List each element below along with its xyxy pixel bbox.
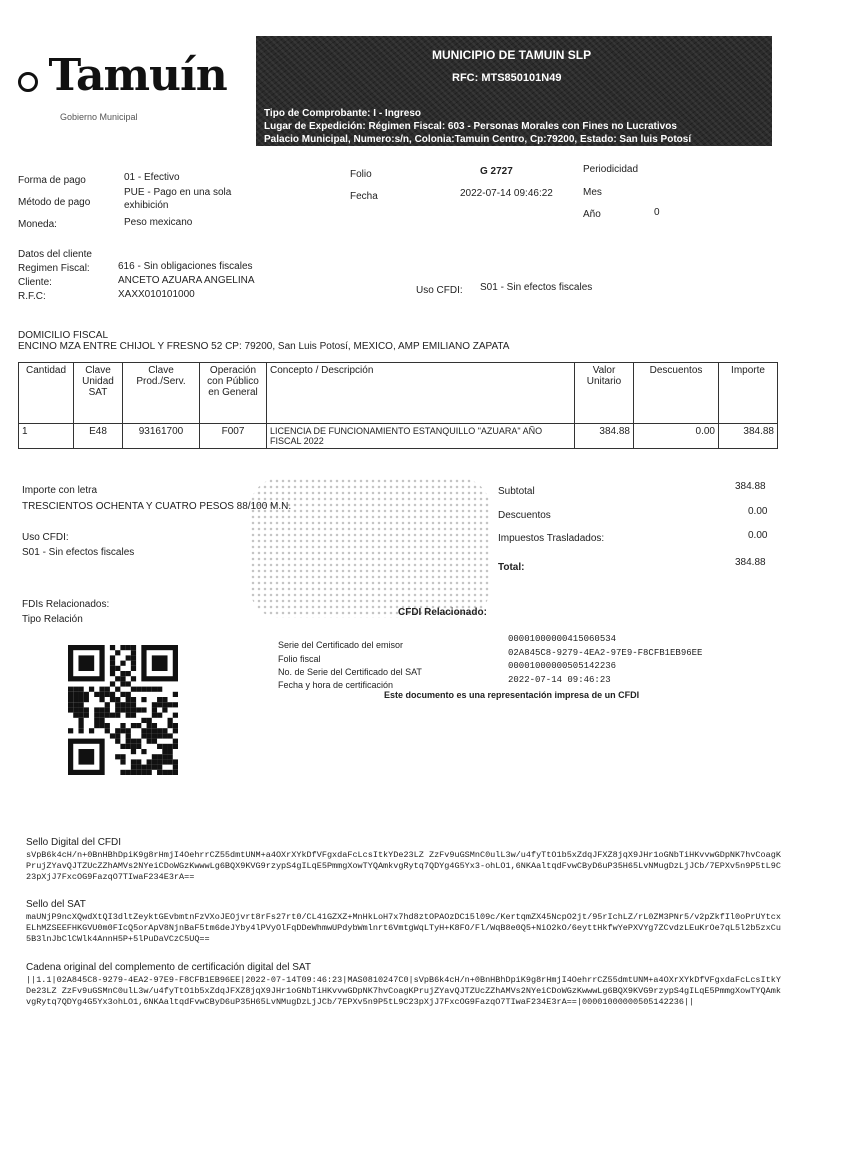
cadena-original-value: ||1.1|02A845C8-9279-4EA2-97E9-F8CFB1EB96EE|2022-07-14T09:46:23|MAS0810247C0|sVpB6k4cH/n+0BnHBhDpiK9g8rHmjI4OehrrCZ55dmtUNM+a4OXrXYkDfVFgxdaFcLcsItkYDe23LZ ZzFv9uGSMnC0ulL3w/u4fyTtO1b5xZdqJFXZ8jqX9JHr1oGNbTiHKvvwGDpNK7hvCoagKPrujZYavQJTZUcZZhAMVs2NYeiCDoWGzKwwwLg6BQX9KVG9rzypS4gILqE5PmmgXowTYQAmkvgRytq7QDYg4G5Yx3ohLO1,6NKAaltqdFvwCByD6uP35H65LvNMugDzLjJCb/7EPXv5n9P5tL9C23pXjJ7FxcOG9FazqO7TIwaF234E3rA==|00001000000505142236|| [26, 975, 781, 1007]
cell-prod: 93161700 [123, 424, 200, 449]
ano-label: Año [583, 209, 601, 220]
folio-fiscal-value: 02A845C8-9279-4EA2-97E9-F8CFB1EB96EE [508, 648, 703, 658]
cliente-value: ANCETO AZUARA ANGELINA [118, 275, 255, 286]
importe-letra-value: TRESCIENTOS OCHENTA Y CUATRO PESOS 88/100 M.N. [22, 501, 292, 512]
logo-tagline: Gobierno Municipal [60, 112, 138, 122]
cell-cantidad: 1 [19, 424, 74, 449]
totals-uso-value: S01 - Sin efectos fiscales [22, 547, 135, 558]
table-header-row [19, 363, 778, 424]
uso-cfdi-value: S01 - Sin efectos fiscales [480, 282, 593, 293]
cell-descuento: 0.00 [634, 424, 719, 449]
items-table [18, 362, 778, 449]
regimen-value: 616 - Sin obligaciones fiscales [118, 261, 253, 272]
totals-uso-label: Uso CFDI: [22, 532, 69, 543]
forma-pago-label: Forma de pago [18, 175, 86, 186]
col-operacion: Operación con Público en General [200, 363, 267, 424]
logo [18, 50, 227, 101]
domicilio-label: DOMICILIO FISCAL [18, 330, 109, 341]
cfdis-relacionados-label: FDIs Relacionados: [22, 599, 110, 610]
col-importe: Importe [719, 363, 778, 424]
table-row [19, 424, 778, 449]
logo-word: Tamuín [48, 50, 227, 101]
cell-valor: 384.88 [575, 424, 634, 449]
tipo-comprobante: Tipo de Comprobante: I - Ingreso [264, 108, 422, 119]
cfdi-note: Este documento es una representación impresa de un CFDI [384, 690, 640, 700]
official-seal-stamp [250, 478, 490, 618]
logo-circle-icon [18, 72, 38, 92]
sello-cfdi-label: Sello Digital del CFDI [26, 837, 122, 848]
metodo-pago-label: Método de pago [18, 197, 91, 208]
descuentos-value: 0.00 [748, 506, 768, 517]
issuer-rfc: RFC: MTS850101N49 [452, 72, 562, 84]
issuer-address: Palacio Municipal, Numero:s/n, Colonia:Tamuin Centro, Cp:79200, Estado: San luis Potosí [264, 134, 692, 145]
metodo-pago-value: PUE - Pago en una sola exhibición [124, 187, 232, 211]
col-clave-unidad: Clave Unidad SAT [74, 363, 123, 424]
cliente-section-label: Datos del cliente [18, 249, 92, 260]
fecha-label: Fecha [350, 191, 378, 202]
header-band [256, 36, 772, 146]
total-label: Total: [498, 562, 525, 573]
cell-importe: 384.88 [719, 424, 778, 449]
col-cantidad: Cantidad [19, 363, 74, 424]
cfdi-relacionado-label: CFDI Relacionado: [398, 607, 487, 618]
folio-fiscal-label: Folio fiscal [278, 654, 321, 664]
serie-cert-value: 00001000000415060534 [508, 634, 617, 644]
col-clave-prod: Clave Prod./Serv. [123, 363, 200, 424]
rfc-label: R.F.C: [18, 291, 46, 302]
lugar-expedicion: Lugar de Expedición: Régimen Fiscal: 603 - Personas Morales con Fines no Lucrativos [264, 121, 677, 132]
impuestos-label: Impuestos Trasladados: [498, 533, 605, 544]
mes-label: Mes [583, 187, 602, 198]
tipo-relacion-label: Tipo Relación [22, 614, 83, 625]
sello-sat-label: Sello del SAT [26, 899, 86, 910]
fecha-cert-value: 2022-07-14 09:46:23 [508, 675, 611, 685]
folio-label: Folio [350, 169, 372, 180]
fecha-cert-label: Fecha y hora de certificación [278, 680, 394, 690]
cliente-label: Cliente: [18, 277, 52, 288]
qr-code [68, 645, 178, 775]
periodicidad-label: Periodicidad [583, 164, 639, 175]
impuestos-value: 0.00 [748, 530, 768, 541]
cell-concepto: LICENCIA DE FUNCIONAMIENTO ESTANQUILLO "AZUARA" AÑO FISCAL 2022 [267, 424, 575, 449]
cadena-original-label: Cadena original del complemento de certificación digital del SAT [26, 962, 311, 973]
moneda-value: Peso mexicano [124, 217, 193, 228]
forma-pago-value: 01 - Efectivo [124, 172, 180, 183]
importe-letra-label: Importe con letra [22, 485, 98, 496]
col-descuentos: Descuentos [634, 363, 719, 424]
serie-cert-label: Serie del Certificado del emisor [278, 640, 404, 650]
col-valor-unitario: Valor Unitario [575, 363, 634, 424]
subtotal-label: Subtotal [498, 486, 535, 497]
municipality-name: MUNICIPIO DE TAMUIN SLP [432, 48, 592, 62]
uso-cfdi-label: Uso CFDI: [416, 285, 463, 296]
sello-cfdi-value: sVpB6k4cH/n+0BnHBhDpiK9g8rHmjI4OehrrCZ55dmtUNM+a4OXrXYkDfVFgxdaFcLcsItkYDe23LZ ZzFv9uGSMnC0ulL3w/u4fyTtO1b5xZdqJFXZ8jqX9JHr1oGNbTiHKvvwGDpNK7hvCoagKPrujZYavQJTZUcZZhAMVs2NYeiCDoWGzKwwwLg6BQX9KVG9rzypS4gILqE5PmmgXowTYQAmkvgRytq7QDYg4G5Yx3-ohLO1,6NKAaltqdFvwCByD6uP35H65LvNMugDzLjJCb/7EPXv5n9P5tL9C23pXjJ7FxcOG9FazqO7TIwaF234E3rA== [26, 850, 781, 882]
folio-value: G 2727 [480, 166, 513, 177]
descuentos-label: Descuentos [498, 510, 551, 521]
moneda-label: Moneda: [18, 219, 57, 230]
cell-unidad: E48 [74, 424, 123, 449]
col-concepto: Concepto / Descripción [267, 363, 575, 424]
cell-operacion: F007 [200, 424, 267, 449]
subtotal-value: 384.88 [735, 481, 766, 492]
regimen-label: Regimen Fiscal: [18, 263, 90, 274]
fecha-value: 2022-07-14 09:46:22 [460, 188, 553, 199]
ano-value: 0 [654, 207, 660, 218]
total-value: 384.88 [735, 557, 766, 568]
sello-sat-value: maUNjP9ncXQwdXtQI3dltZeyktGEvbmtnFzVXoJEOjvrt8rFs27rt0/CL41GZXZ+MnHkLoH7x7hd8ztOPAOzDC15l09c/KertqmZX45NcpO2jt/95rIchLZ/rL0ZM3PNr5/v2pZkfIl0oPrUYtcxELhMZSEEFHKGVU0m0FIcQ5orApV8NjnBaF5tm6deJYby4lPVyOlFqDDeWhmwUPdybWmlnrt6VmtgWqLTyH+K8FO/Fl/WqB8e0Q5+NiO2kO/6eyttHkfwYePXVYg7ZCvdzLEuKrOe7qL5l2b5zxCu5B3lnJbClCWlk4AnnH5P+5lPuDaVCzC5UQ== [26, 912, 781, 944]
no-serie-sat-value: 00001000000505142236 [508, 661, 617, 671]
no-serie-sat-label: No. de Serie del Certificado del SAT [278, 667, 422, 677]
domicilio-value: ENCINO MZA ENTRE CHIJOL Y FRESNO 52 CP: 79200, San Luis Potosí, MEXICO, AMP EMILIANO ZAPATA [18, 341, 510, 352]
rfc-value: XAXX010101000 [118, 289, 195, 300]
